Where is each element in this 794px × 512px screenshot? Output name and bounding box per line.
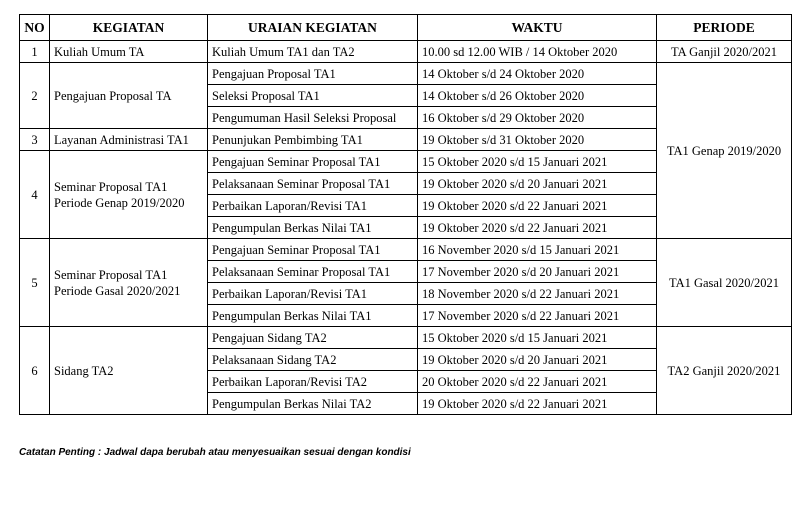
- cell-uraian: Perbaikan Laporan/Revisi TA2: [208, 371, 418, 393]
- cell-waktu: 20 Oktober 2020 s/d 22 Januari 2021: [418, 371, 657, 393]
- cell-kegiatan: [50, 151, 208, 239]
- header-periode: PERIODE: [657, 15, 792, 41]
- cell-kegiatan: [50, 41, 208, 63]
- cell-uraian: Perbaikan Laporan/Revisi TA1: [208, 283, 418, 305]
- cell-uraian: Pelaksanaan Seminar Proposal TA1: [208, 261, 418, 283]
- schedule-body: [20, 41, 792, 415]
- cell-no: 3: [20, 129, 50, 151]
- cell-periode: TA1 Gasal 2020/2021: [657, 239, 792, 327]
- kegiatan-text: Layanan Administrasi TA1: [54, 132, 189, 147]
- cell-uraian: Pengajuan Sidang TA2: [208, 327, 418, 349]
- important-note: Catatan Penting : Jadwal dapa berubah atau menyesuaikan sesuai dengan kondisi: [19, 447, 411, 458]
- kegiatan-text: Sidang TA2: [54, 363, 114, 378]
- header-waktu: WAKTU: [418, 15, 657, 41]
- cell-uraian: Perbaikan Laporan/Revisi TA1: [208, 195, 418, 217]
- cell-waktu: 19 Oktober 2020 s/d 22 Januari 2021: [418, 217, 657, 239]
- schedule-table: [19, 14, 792, 415]
- cell-uraian: Pengumpulan Berkas Nilai TA1: [208, 217, 418, 239]
- table-row: [20, 63, 792, 85]
- cell-uraian: Pengumpulan Berkas Nilai TA2: [208, 393, 418, 415]
- cell-uraian: Pengajuan Seminar Proposal TA1: [208, 239, 418, 261]
- header-row: [20, 15, 792, 41]
- cell-waktu: 19 Oktober s/d 31 Oktober 2020: [418, 129, 657, 151]
- cell-uraian: Pengajuan Proposal TA1: [208, 63, 418, 85]
- cell-uraian: Seleksi Proposal TA1: [208, 85, 418, 107]
- cell-uraian: Pengumuman Hasil Seleksi Proposal: [208, 107, 418, 129]
- cell-waktu: 16 Oktober s/d 29 Oktober 2020: [418, 107, 657, 129]
- table-row: [20, 239, 792, 261]
- kegiatan-text: Seminar Proposal TA1 Periode Gasal 2020/2021: [54, 267, 181, 298]
- cell-waktu: 15 Oktober 2020 s/d 15 Januari 2021: [418, 327, 657, 349]
- cell-waktu: 19 Oktober 2020 s/d 22 Januari 2021: [418, 195, 657, 217]
- cell-uraian: Pengumpulan Berkas Nilai TA1: [208, 305, 418, 327]
- cell-no: 4: [20, 151, 50, 239]
- cell-uraian: Pelaksanaan Seminar Proposal TA1: [208, 173, 418, 195]
- cell-periode: TA2 Ganjil 2020/2021: [657, 327, 792, 415]
- cell-waktu: 18 November 2020 s/d 22 Januari 2021: [418, 283, 657, 305]
- kegiatan-text: Kuliah Umum TA: [54, 44, 145, 59]
- cell-periode: TA1 Genap 2019/2020: [657, 63, 792, 239]
- cell-waktu: 19 Oktober 2020 s/d 20 Januari 2021: [418, 349, 657, 371]
- cell-kegiatan: [50, 129, 208, 151]
- cell-no: 6: [20, 327, 50, 415]
- kegiatan-text: Seminar Proposal TA1 Periode Genap 2019/2020: [54, 179, 185, 210]
- cell-kegiatan: [50, 63, 208, 129]
- cell-waktu: 14 Oktober s/d 24 Oktober 2020: [418, 63, 657, 85]
- cell-waktu: 10.00 sd 12.00 WIB / 14 Oktober 2020: [418, 41, 657, 63]
- cell-no: 5: [20, 239, 50, 327]
- cell-uraian: Pelaksanaan Sidang TA2: [208, 349, 418, 371]
- cell-uraian: Pengajuan Seminar Proposal TA1: [208, 151, 418, 173]
- cell-waktu: 14 Oktober s/d 26 Oktober 2020: [418, 85, 657, 107]
- cell-uraian: Penunjukan Pembimbing TA1: [208, 129, 418, 151]
- cell-no: 2: [20, 63, 50, 129]
- table-row: [20, 327, 792, 349]
- cell-no: 1: [20, 41, 50, 63]
- cell-waktu: 16 November 2020 s/d 15 Januari 2021: [418, 239, 657, 261]
- table-row: [20, 41, 792, 63]
- header-uraian: URAIAN KEGIATAN: [208, 15, 418, 41]
- cell-waktu: 17 November 2020 s/d 22 Januari 2021: [418, 305, 657, 327]
- cell-periode: TA Ganjil 2020/2021: [657, 41, 792, 63]
- header-no: NO: [20, 15, 50, 41]
- cell-waktu: 19 Oktober 2020 s/d 20 Januari 2021: [418, 173, 657, 195]
- header-kegiatan: KEGIATAN: [50, 15, 208, 41]
- cell-waktu: 19 Oktober 2020 s/d 22 Januari 2021: [418, 393, 657, 415]
- cell-kegiatan: [50, 327, 208, 415]
- cell-kegiatan: [50, 239, 208, 327]
- cell-waktu: 15 Oktober 2020 s/d 15 Januari 2021: [418, 151, 657, 173]
- cell-uraian: Kuliah Umum TA1 dan TA2: [208, 41, 418, 63]
- kegiatan-text: Pengajuan Proposal TA: [54, 88, 172, 103]
- cell-waktu: 17 November 2020 s/d 20 Januari 2021: [418, 261, 657, 283]
